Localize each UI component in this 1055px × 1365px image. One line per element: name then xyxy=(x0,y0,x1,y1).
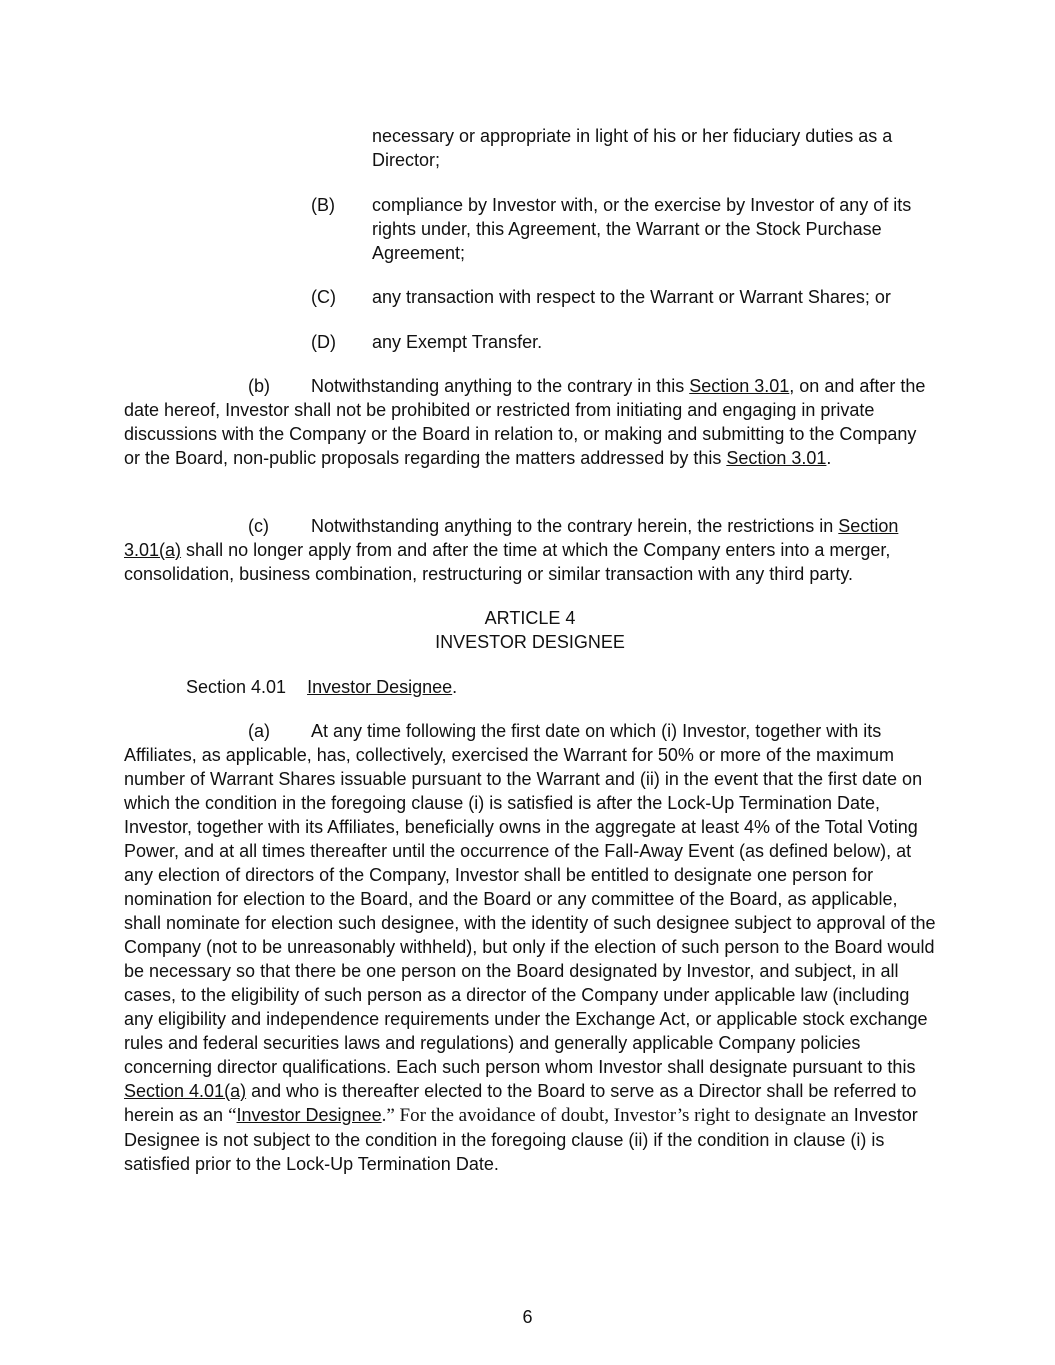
paragraph-a-serif-text: For the avoidance of doubt, Investor’s right to designate an xyxy=(394,1105,849,1126)
item-a-continuation: necessary or appropriate in light of his or her fiduciary duties as a Director; xyxy=(372,126,893,170)
section-3-01-reference: Section 3.01 xyxy=(689,376,790,396)
open-quote: “ xyxy=(228,1105,237,1126)
paragraph-b-text-1: Notwithstanding anything to the contrary in this xyxy=(311,376,690,396)
item-c-text: any transaction with respect to the Warrant or Warrant Shares; or xyxy=(372,287,891,307)
paragraph-c-label: (c) xyxy=(248,516,269,536)
item-c-label: (C) xyxy=(311,287,336,307)
section-4-01a-reference: Section 4.01(a) xyxy=(124,1081,247,1101)
paragraph-a-text-2: and who is thereafter elected to the Board to serve as a Director shall be referred to herein as an xyxy=(124,1081,917,1125)
section-3-01-reference-2: Section 3.01 xyxy=(726,448,827,468)
investor-designee-defined-term: Investor Designee xyxy=(236,1105,382,1125)
paragraph-a-text-1: At any time following the first date on which (i) Investor, together with its Affiliates, as applicable, has, collectively, exercised the Warrant for 50% or more of the maximum number of Warrant Shares issuable pursuant to the Warrant and (ii) in the event that the first date on which the condition in the foregoing clause (i) is satisfied is after the Lock-Up Termination Date, Investor, together with its Affiliates, beneficially owns in the aggregate at least 4% of the Total Voting Power, and at all times thereafter until the occurrence of the Fall-Away Event (as defined below), at any election of directors of the Company, Investor shall be entitled to designate one person for nomination for election to the Board, and the Board or any committee of the Board, as applicable, shall nominate for election such designee, with the identity of such designee subject to approval of the Company (not to be unreasonably withheld), but only if the election of such person to the Board would be necessary so that there be one person on the Board designated by Investor, and subject, in all cases, to the eligibility of such person as a director of the Company under applicable law (including any eligibility and independence requirements under the Exchange Act, or applicable stock exchange rules and federal securities laws and regulations) and generally applicable Company policies concerning director qualifications. Each such person whom Investor shall designate pursuant to this xyxy=(124,721,936,1077)
article-title: INVESTOR DESIGNEE xyxy=(435,632,625,652)
paragraph-a xyxy=(124,719,936,1176)
paragraph-a-text-3: Investor Designee is not subject to the condition in the foregoing clause (ii) if the condition in clause (i) is satisfied prior to the Lock-Up Termination Date. xyxy=(124,1105,918,1174)
page-number: 6 xyxy=(522,1307,533,1327)
paragraph-a-label: (a) xyxy=(248,721,270,741)
item-b-text: compliance by Investor with, or the exercise by Investor of any of its rights under, this Agreement, the Warrant or the Stock Purchase Agreement; xyxy=(372,195,912,263)
section-title: Investor Designee xyxy=(307,677,453,697)
paragraph-c-text-2: shall no longer apply from and after the time at which the Company enters into a merger, consolidation, business combination, restructuring or similar transaction with any third party. xyxy=(124,540,891,584)
paragraph-c xyxy=(124,514,936,586)
article-number: ARTICLE 4 xyxy=(484,608,576,628)
paragraph-c-text-1: Notwithstanding anything to the contrary herein, the restrictions in xyxy=(311,516,839,536)
section-number: Section 4.01 xyxy=(186,677,287,697)
item-d-text: any Exempt Transfer. xyxy=(372,332,543,352)
paragraph-b-text-2: , on and after the date hereof, Investor shall not be prohibited or restricted from initiating and engaging in private discussions with the Company or the Board in relation to, or making and submitting to the Company or the Board, non-public proposals regarding the matters addressed by this xyxy=(124,376,926,468)
section-title-period: . xyxy=(452,677,458,697)
paragraph-b-text-3: . xyxy=(826,448,832,468)
section-3-01a-reference: Section 3.01(a) xyxy=(124,516,899,560)
item-b-label: (B) xyxy=(311,195,335,215)
paragraph-b-label: (b) xyxy=(248,376,270,396)
item-d-label: (D) xyxy=(311,332,336,352)
close-quote: .” xyxy=(381,1105,395,1126)
section-heading xyxy=(186,675,457,699)
paragraph-b xyxy=(124,374,936,470)
